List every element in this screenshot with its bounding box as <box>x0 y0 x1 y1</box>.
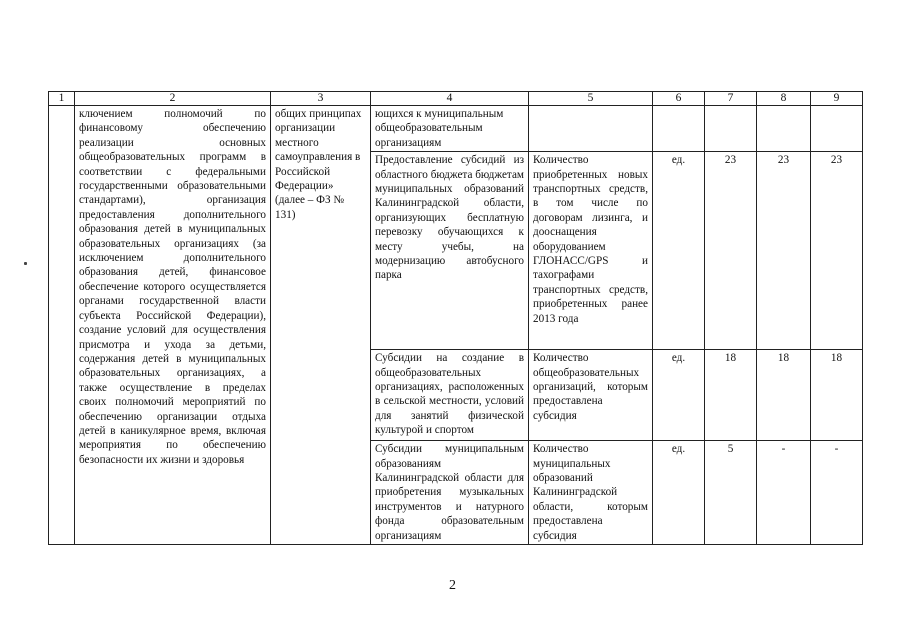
value-cell: 18 <box>757 350 811 441</box>
indicator-cell: Количество приобретенных новых транспортных средств, в том числе по договорам лизинга, и дооснащения оборудованием ГЛОНАСС/GPS и тахографами транспортных средств, приобретенных ранее 2013 года <box>529 152 653 350</box>
number-cell <box>49 106 75 545</box>
unit-cell: ед. <box>653 350 705 441</box>
header-row <box>49 92 863 106</box>
document-table <box>48 91 863 545</box>
table-row <box>49 106 863 152</box>
scan-speck <box>24 262 27 265</box>
header-cell: 3 <box>271 92 371 106</box>
unit-cell <box>653 106 705 152</box>
value-cell: 23 <box>757 152 811 350</box>
measure-cell: Предоставление субсидий из областного бюджета бюджетам муниципальных образований Калининградской области, организующих бесплатную перевозку обучающихся к месту учебы, на модернизацию автобусного парка <box>371 152 529 350</box>
value-cell: - <box>811 441 863 545</box>
header-cell: 7 <box>705 92 757 106</box>
value-cell: 23 <box>705 152 757 350</box>
unit-cell: ед. <box>653 152 705 350</box>
header-cell: 9 <box>811 92 863 106</box>
measure-cell: Субсидии муниципальным образованиям Калининградской области для приобретения музыкальных инструментов и натурного фонда образовательным организациям <box>371 441 529 545</box>
page-number: 2 <box>449 578 456 593</box>
value-cell: 18 <box>811 350 863 441</box>
value-cell <box>757 106 811 152</box>
value-cell <box>811 106 863 152</box>
indicator-cell <box>529 106 653 152</box>
header-cell: 8 <box>757 92 811 106</box>
value-cell: 18 <box>705 350 757 441</box>
header-cell: 6 <box>653 92 705 106</box>
value-cell <box>705 106 757 152</box>
measure-cell: Субсидии на создание в общеобразовательных организациях, расположенных в сельской местности, условий для занятий физической культурой и спортом <box>371 350 529 441</box>
unit-cell: ед. <box>653 441 705 545</box>
header-cell: 2 <box>75 92 271 106</box>
indicator-cell: Количество муниципальных образований Калининградской области, которым предоставлена субсидия <box>529 441 653 545</box>
header-cell: 1 <box>49 92 75 106</box>
legal-basis-cell: общих принципах организации местного самоуправления в Российской Федерации» (далее – ФЗ № 131) <box>271 106 371 545</box>
value-cell: - <box>757 441 811 545</box>
value-cell: 5 <box>705 441 757 545</box>
task-description-cell: ключением полномочий по финансовому обеспечению реализации основных общеобразовательных программ в соответствии с федеральными государственными образовательными стандартами), организация предоставления дополнительного образования детей в муниципальных образовательных организациях (за исключением дополнительного образования детей, финансовое обеспечение которого осуществляется органами государственной власти субъекта Российской Федерации), создание условий для осуществления присмотра и ухода за детьми, содержания детей в муниципальных образовательных организациях, а также осуществление в пределах своих полномочий мероприятий по обеспечению организации отдыха детей в каникулярное время, включая мероприятия по обеспечению безопасности их жизни и здоровья <box>75 106 271 545</box>
header-cell: 4 <box>371 92 529 106</box>
measure-cell: ющихся к муниципальным общеобразовательным организациям <box>371 106 529 152</box>
indicator-cell: Количество общеобразовательных организаций, которым предоставлена субсидия <box>529 350 653 441</box>
header-cell: 5 <box>529 92 653 106</box>
value-cell: 23 <box>811 152 863 350</box>
